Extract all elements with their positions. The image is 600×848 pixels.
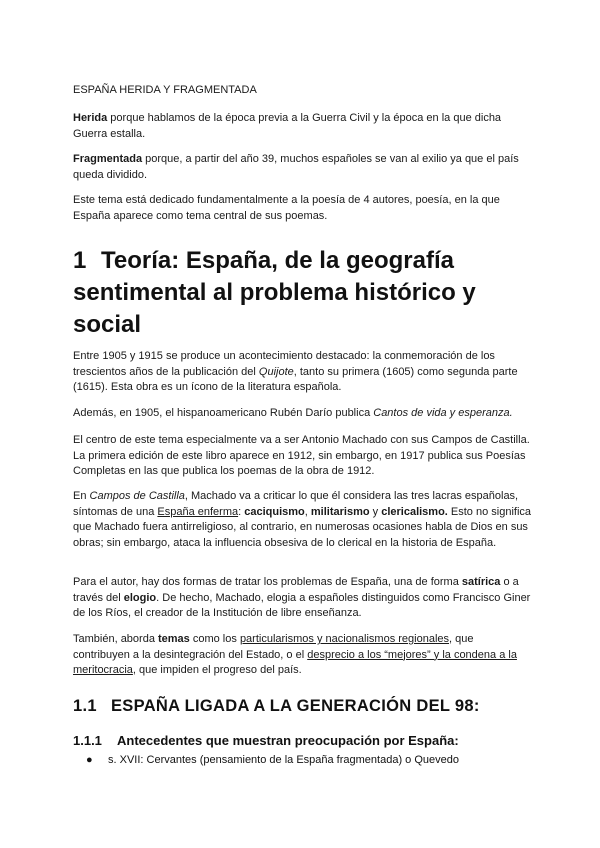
underlined-particularismos: particularismos y nacionalismos regionales [239,633,450,645]
paragraph-text: Esto no significa que Machado fuera antirreligioso, al contrario, en numerosas ocasiones habla de Dios en sus obras; sin embargo, ataca la influencia obsesiva de lo clerical en la historia de España. [73,505,532,549]
paragraph-text: , Machado va a criticar lo que él considera las tres lacras españolas, síntomas de una [73,490,519,518]
list-item-text: s. XVII: Cervantes (pensamiento de la España fragmentada) o Quevedo [108,754,459,766]
book-title-quijote: Quijote [258,365,294,378]
paragraph-herida [73,111,533,142]
keyword-temas: temas [158,633,190,645]
paragraph-text: Para el autor, hay dos formas de tratar los problemas de España, una de forma [73,576,462,588]
keyword-fragmentada: Fragmentada [73,153,143,165]
section-title: Teoría: España, de la geografía sentimental al problema histórico y social [73,247,476,338]
paragraph-text: : [238,505,245,518]
paragraph-text: Además, en 1905, el hispanoamericano Rubén Darío publica [73,407,374,419]
paragraph-lacras [73,489,533,551]
paragraph-intro: Este tema está dedicado fundamentalmente a la poesía de 4 autores, poesía, en la que España aparece como tema central de sus poemas. [73,194,500,222]
paragraph-machado: El centro de este tema especialmente va a ser Antonio Machado con sus Campos de Castilla. La primera edición de este libro aparece en 1912, sin embargo, en 1917 publica sus Poesías Completas en las que publica los poemas de la obra de 1912. [73,434,530,477]
paragraph-text: , que impiden el progreso del país. [132,664,302,676]
keyword-satirica: satírica [461,576,501,588]
book-title-campos: Campos de Castilla [89,490,185,502]
paragraph-text: , que contribuyen a la desintegración del Estado, o el [73,633,474,661]
paragraph-text: . De hecho, Machado, elogia a españoles distinguidos como Francisco Giner de los Ríos, el creador de la Institución de libre enseñanza. [73,591,531,619]
paragraph-text: En [73,490,90,502]
paragraph-text: o a través del [73,576,519,604]
paragraph-ruben-dario [73,406,533,422]
section-number: 1.1.1 [73,733,102,748]
paragraph-text: porque hablamos de la época previa a la Guerra Civil y la época en la que dicha Guerra estalla. [73,112,502,140]
paragraph-text: , [304,505,311,518]
underlined-desprecio: desprecio a los “mejores” y la condena a la meritocracia [73,648,517,676]
paragraph-text: También, aborda [73,633,158,645]
paragraph-text: y [369,505,382,518]
keyword-elogio: elogio [123,591,157,604]
bullet-icon: ● [86,754,93,766]
section-number: 1.1 [73,697,97,715]
paragraph-text: porque, a partir del año 39, muchos españoles se van al exilio ya que el país queda dividido. [73,153,519,181]
section-1-1-1-heading [73,732,553,749]
keyword-herida: Herida [73,112,108,124]
section-1-heading [73,245,543,341]
paragraph-quijote [73,349,533,396]
section-number: 1 [73,247,87,274]
paragraph-fragmentada [73,152,533,183]
document-title: ESPAÑA HERIDA Y FRAGMENTADA [73,84,257,96]
paragraph-text: , tanto su primera (1605) como segunda parte (1615). Esta obra es un ícono de la literatura española. [73,365,518,393]
keyword-militarismo: militarismo [310,505,370,518]
underlined-espana-enferma: España enferma [157,505,239,518]
section-title: Antecedentes que muestran preocupación por España: [117,733,459,748]
paragraph-temas [73,632,533,679]
paragraph-text: Entre 1905 y 1915 se produce un acontecimiento destacado: la conmemoración de los trescientos años de la publicación del [73,350,495,378]
keyword-caciquismo: caciquismo [244,505,305,518]
keyword-clericalismo: clericalismo. [381,505,448,518]
section-title: ESPAÑA LIGADA A LA GENERACIÓN DEL 98: [111,697,480,715]
section-1-1-heading [73,696,553,716]
paragraph-formas [73,575,533,622]
book-title-cantos: Cantos de vida y esperanza. [373,407,513,419]
paragraph-text: como los [189,633,240,645]
list-item [86,753,526,768]
